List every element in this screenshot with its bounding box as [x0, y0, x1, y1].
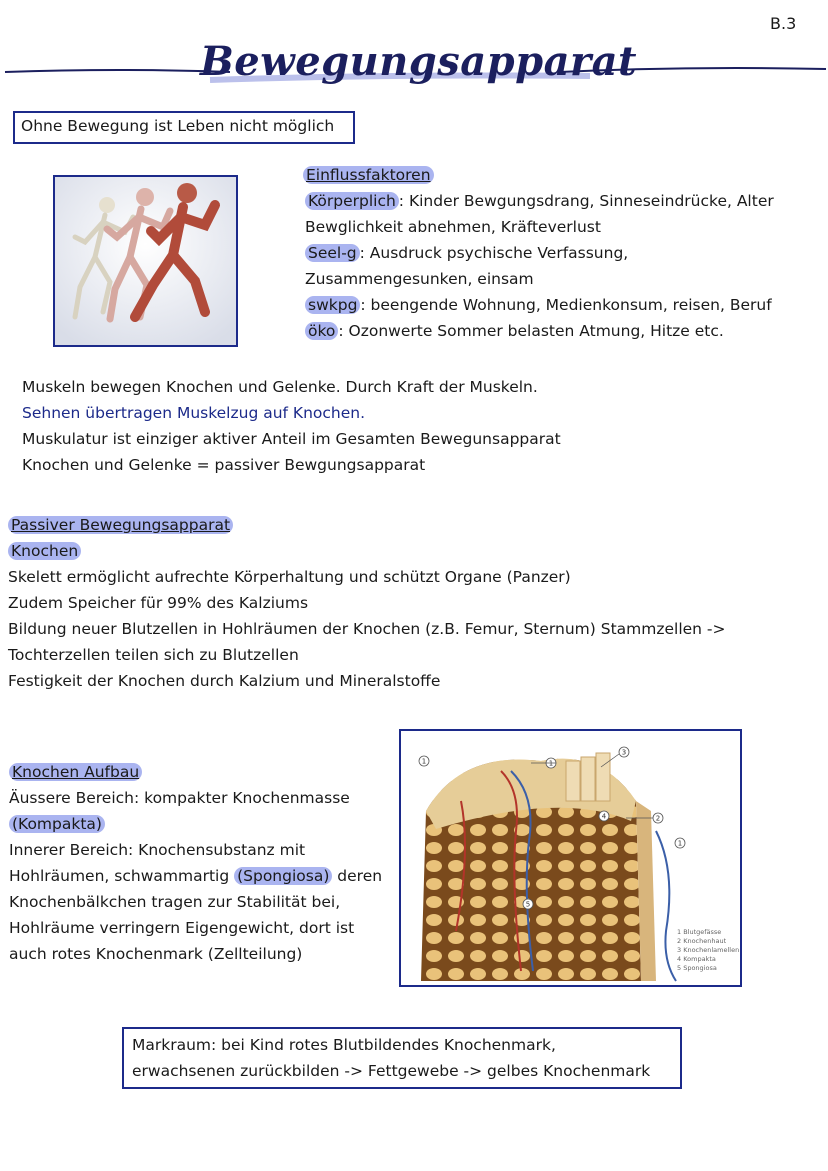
bone-figure — [399, 729, 742, 987]
figure-number: 1 — [677, 839, 683, 848]
runner-image — [53, 175, 238, 347]
einfluss-text: : Ozonwerte Sommer belasten Atmung, Hitze etc. — [338, 322, 724, 340]
intro-text: Ohne Bewegung ist Leben nicht möglich — [21, 117, 335, 135]
aufbau-line: Innerer Bereich: Knochensubstanz mit — [9, 841, 306, 859]
einfluss-heading — [303, 162, 434, 188]
markraum-line: Markraum: bei Kind rotes Blutbildendes Knochenmark, — [132, 1036, 556, 1054]
aufbau-line: auch rotes Knochenmark (Zellteilung) — [9, 945, 303, 963]
passiv-line: Bildung neuer Blutzellen in Hohlräumen der Knochen (z.B. Femur, Sternum) Stammzellen -> — [8, 620, 726, 638]
passiv-line: Skelett ermöglicht aufrechte Körperhaltung und schützt Organe (Panzer) — [8, 568, 571, 586]
einfluss-text: : Kinder Bewgungsdrang, Sinneseindrücke, Alter — [398, 192, 774, 210]
einfluss-item — [305, 292, 774, 318]
aufbau-line — [9, 863, 382, 889]
figure-legend-item: 3 Knochenlamellen — [677, 946, 740, 954]
einfluss-text: Zusammengesunken, einsam — [305, 270, 534, 288]
einfluss-text: Bewglichkeit abnehmen, Kräfteverlust — [305, 218, 601, 236]
muskeln-line: Knochen und Gelenke = passiver Bewgungsapparat — [22, 456, 426, 474]
spongiosa-term: (Spongiosa) — [234, 867, 332, 885]
muskeln-paragraph — [22, 374, 561, 478]
figure-legend-item: 4 Kompakta — [677, 955, 716, 963]
page-label: B.3 — [770, 14, 797, 33]
markraum-line: erwachsenen zurückbilden -> Fettgewebe -> gelbes Knochenmark — [132, 1062, 651, 1080]
passiv-line: Festigkeit der Knochen durch Kalzium und Mineralstoffe — [8, 672, 441, 690]
aufbau-line: Knochenbälkchen tragen zur Stabilität bei, — [9, 893, 341, 911]
figure-number: 5 — [525, 900, 531, 909]
einfluss-list — [305, 188, 774, 344]
muskeln-line: Sehnen übertragen Muskelzug auf Knochen. — [22, 404, 366, 422]
intro-box — [13, 111, 355, 144]
figure-number: 1 — [421, 757, 427, 766]
figure-number: 2 — [655, 814, 661, 823]
figure-legend-item: 2 Knochenhaut — [677, 937, 727, 945]
einfluss-item — [305, 188, 774, 214]
einfluss-item — [305, 240, 774, 266]
einfluss-key: öko — [305, 322, 338, 340]
passiv-line: Tochterzellen teilen sich zu Blutzellen — [8, 646, 299, 664]
einfluss-heading-text: Einflussfaktoren — [303, 166, 434, 184]
bone-cross-section-illustration — [401, 731, 740, 985]
einfluss-text: : beengende Wohnung, Medienkonsum, reisen, Beruf — [360, 296, 772, 314]
muskeln-line: Muskulatur ist einziger aktiver Anteil im Gesamten Bewegunsapparat — [22, 430, 561, 448]
aufbau-text: Hohlräumen, schwammartig — [9, 867, 235, 885]
aufbau-line: Äussere Bereich: kompakter Knochenmasse — [9, 789, 350, 807]
aufbau-text: deren — [332, 867, 383, 885]
einfluss-key: swkpg — [305, 296, 360, 314]
einfluss-key: Körperplich — [305, 192, 399, 210]
aufbau-heading: Knochen Aufbau — [9, 763, 142, 781]
einfluss-item — [305, 214, 774, 240]
figure-number: 4 — [601, 812, 607, 821]
einfluss-text: : Ausdruck psychische Verfassung, — [359, 244, 629, 262]
knochen-subheading: Knochen — [8, 542, 81, 560]
figure-legend-item: 1 Blutgefässe — [677, 928, 722, 936]
figure-legend-item: 5 Spongiosa — [677, 964, 717, 972]
figure-number: 3 — [621, 748, 627, 757]
aufbau-line: Hohlräume verringern Eigengewicht, dort ist — [9, 919, 355, 937]
einfluss-item — [305, 318, 774, 344]
kompakta-term: (Kompakta) — [9, 815, 105, 833]
running-body-illustration — [55, 177, 236, 345]
markraum-box — [122, 1027, 682, 1089]
einfluss-item — [305, 266, 774, 292]
passiv-line: Zudem Speicher für 99% des Kalziums — [8, 594, 309, 612]
page-title: Bewegungsapparat — [200, 38, 638, 85]
einfluss-key: Seel-g — [305, 244, 360, 262]
muskeln-line: Muskeln bewegen Knochen und Gelenke. Durch Kraft der Muskeln. — [22, 378, 538, 396]
figure-number: 1 — [548, 759, 554, 768]
passiv-heading: Passiver Bewegungsapparat — [8, 516, 233, 534]
passiv-section — [8, 512, 726, 694]
aufbau-section — [9, 759, 382, 967]
